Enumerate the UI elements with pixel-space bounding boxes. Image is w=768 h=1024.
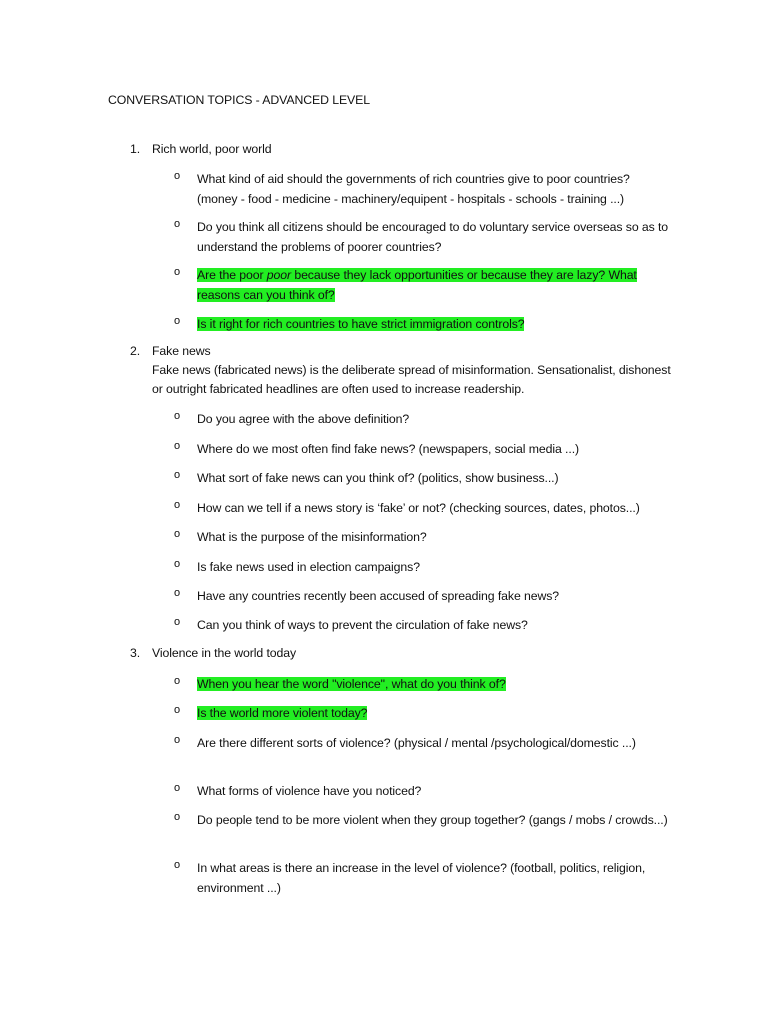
question-text: Where do we most often find fake news? (newspapers, social media ...) — [197, 442, 580, 456]
question-text: How can we tell if a news story is ‘fake’ or not? (checking sources, dates, photos...) — [197, 501, 640, 515]
bullet-icon: o — [174, 616, 181, 628]
bullet-icon: o — [174, 440, 181, 452]
section-description: Fake news (fabricated news) is the deliberate spread of misinformation. Sensationalist, dishonest or outright fabricated headlines are often used to increase readership. — [152, 363, 671, 396]
question-text: What sort of fake news can you think of? (politics, show business...) — [197, 471, 559, 485]
question-text: In what areas is there an increase in the level of violence? (football, politics, religion, environment ...) — [197, 861, 646, 895]
question-text — [197, 704, 672, 724]
section-title: Rich world, poor world — [152, 142, 272, 156]
question-text: Have any countries recently been accused of spreading fake news? — [197, 589, 560, 603]
highlighted-text: Is the world more violent today? — [197, 706, 368, 720]
bullet-icon: o — [174, 266, 181, 278]
bullet-icon: o — [174, 734, 181, 746]
question-text: What is the purpose of the misinformation? — [197, 530, 427, 544]
question-text: Do people tend to be more violent when they group together? (gangs / mobs / crowds...) — [197, 813, 668, 827]
bullet-icon: o — [174, 315, 181, 327]
question-text: What kind of aid should the governments of rich countries give to poor countries? (money - food - medicine - machinery/equipent - hospitals - schools - training ...) — [197, 172, 630, 206]
bullet-icon: o — [174, 704, 181, 716]
bullet-icon: o — [174, 528, 181, 540]
highlighted-text: When you hear the word "violence", what do you think of? — [197, 677, 506, 691]
document-title: CONVERSATION TOPICS - ADVANCED LEVEL — [108, 93, 370, 107]
bullet-icon: o — [174, 410, 181, 422]
bullet-icon: o — [174, 587, 181, 599]
question-text — [197, 266, 672, 305]
highlighted-text: Is it right for rich countries to have strict immigration controls? — [197, 317, 525, 331]
section-title: Violence in the world today — [152, 646, 297, 660]
question-text: Do you think all citizens should be encouraged to do voluntary service overseas so as to understand the problems of poorer countries? — [197, 220, 669, 254]
section-number: 2. — [130, 344, 141, 358]
bullet-icon: o — [174, 170, 181, 182]
highlighted-text: Are the poor poor because they lack opportunities or because they are lazy? What reasons can you think of? — [197, 268, 637, 302]
question-text: What forms of violence have you noticed? — [197, 784, 422, 798]
bullet-icon: o — [174, 499, 181, 511]
question-text: Can you think of ways to prevent the circulation of fake news? — [197, 618, 528, 632]
question-text — [197, 315, 672, 335]
question-text: Is fake news used in election campaigns? — [197, 560, 420, 574]
bullet-icon: o — [174, 859, 181, 871]
question-text: Are there different sorts of violence? (physical / mental /psychological/domestic ...) — [197, 736, 636, 750]
section-number: 3. — [130, 646, 141, 660]
bullet-icon: o — [174, 469, 181, 481]
bullet-icon: o — [174, 218, 181, 230]
bullet-icon: o — [174, 558, 181, 570]
italic-word: poor — [266, 268, 292, 282]
bullet-icon: o — [174, 782, 181, 794]
question-text: Do you agree with the above definition? — [197, 412, 410, 426]
question-text — [197, 675, 672, 695]
section-number: 1. — [130, 142, 141, 156]
bullet-icon: o — [174, 811, 181, 823]
section-title: Fake news — [152, 344, 211, 358]
bullet-icon: o — [174, 675, 181, 687]
